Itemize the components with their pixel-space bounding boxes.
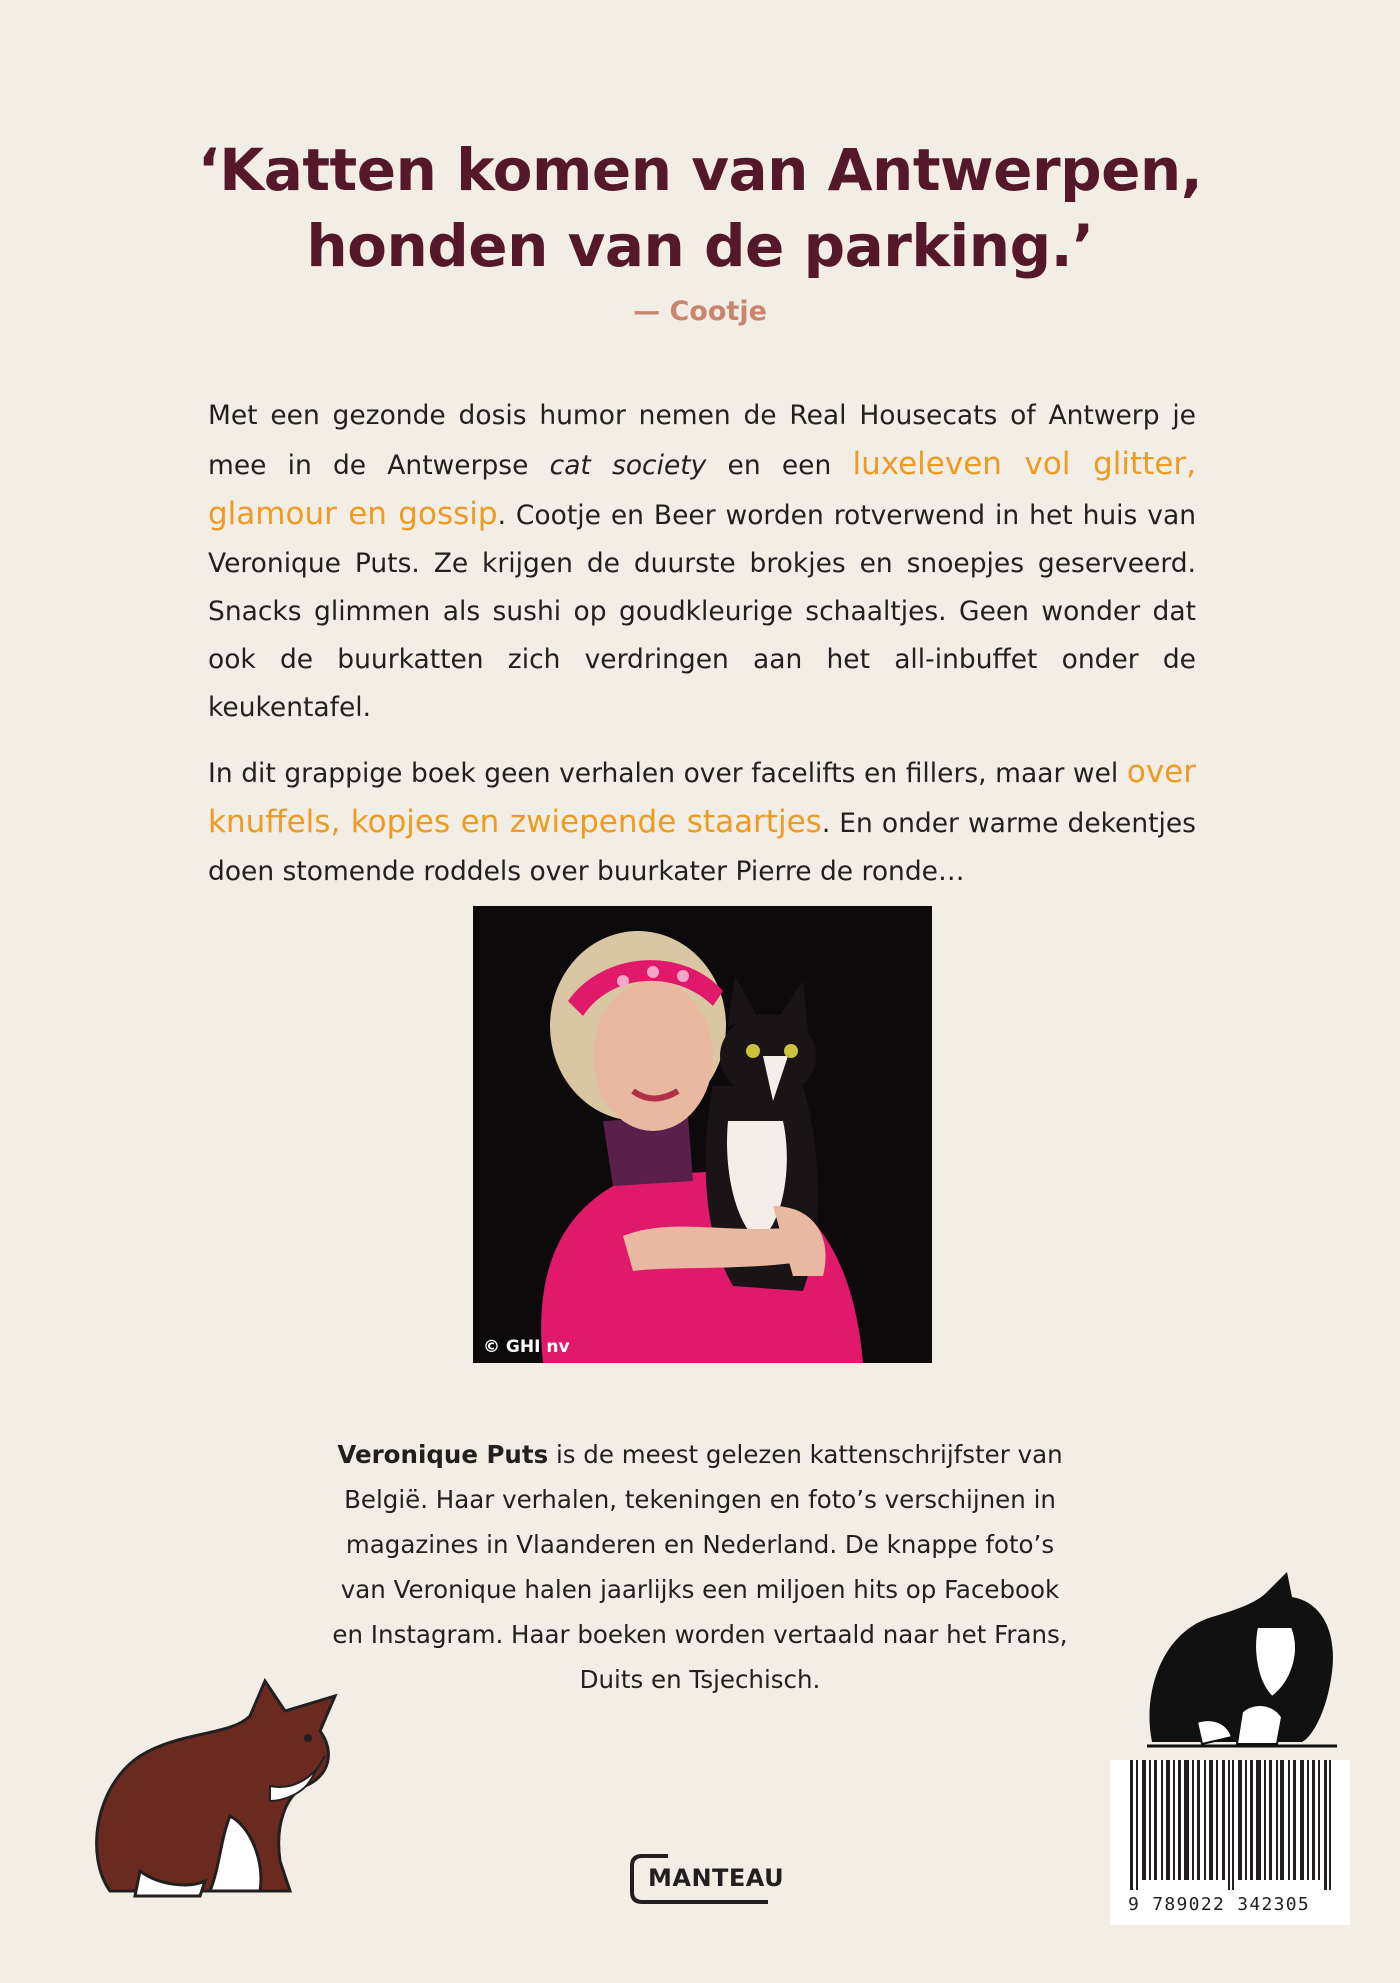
- blurb-paragraph-1: [208, 392, 1196, 732]
- blurb-text: . En onder warme dekentjes doen stomende roddels over buurkater Pierre de ronde…: [208, 808, 1196, 887]
- author-bio: [330, 1432, 1070, 1702]
- blurb-text: en een: [706, 450, 853, 481]
- blurb-paragraph-2: [208, 748, 1196, 896]
- isbn-number: 9 789022 342305: [1128, 1894, 1333, 1915]
- blurb-italic: cat society: [549, 450, 707, 481]
- author-with-cat-illustration: [473, 906, 932, 1363]
- publisher-name: MANTEAU: [648, 1864, 785, 1892]
- isbn-barcode: [1110, 1760, 1350, 1925]
- barcode-bars: [1128, 1760, 1333, 1890]
- book-blurb: [208, 392, 1196, 912]
- publisher-logo: [628, 1852, 785, 1906]
- quote-attribution: — Cootje: [633, 296, 767, 327]
- bio-text: is de meest gelezen kattenschrijfster van België. Haar verhalen, tekeningen en foto’s verschijnen in magazines in Vlaanderen en Nederland. De knappe foto’s van Veronique halen jaarlijks een miljoen hits op Facebook en Instagram. Haar boeken worden vertaald naar het Frans, Duits en Tsjechisch.: [332, 1440, 1068, 1694]
- black-white-cat-illustration: [1142, 1572, 1342, 1752]
- brown-cat-illustration: [80, 1676, 350, 1906]
- quote-line-2: honden van de parking.’: [306, 212, 1094, 280]
- blurb-text: . Cootje en Beer worden rotverwend in het huis van Veronique Puts. Ze krijgen de duurste brokjes en snoepjes geserveerd. Snacks glimmen als sushi op goudkleurige schaaltjes. Geen wonder dat ook de buurkatten zich verdringen aan het all-inbuffet onder de keukentafel.: [208, 500, 1196, 723]
- blurb-highlight: over knuffels, kopjes en zwiepende staartjes: [208, 754, 1196, 840]
- blurb-highlight: luxeleven vol glitter, glamour en gossip: [208, 446, 1196, 532]
- blurb-text: In dit grappige boek geen verhalen over facelifts en fillers, maar wel: [208, 758, 1127, 789]
- blurb-text: Met een gezonde dosis humor nemen de Real Housecats of Antwerp je mee in de Antwerpse: [208, 400, 1196, 481]
- photo-credit: © GHI nv: [483, 1337, 570, 1357]
- author-photo: [473, 906, 932, 1363]
- back-cover-quote: [150, 132, 1250, 284]
- quote-line-1: ‘Katten komen van Antwerpen,: [197, 136, 1203, 204]
- author-name: Veronique Puts: [337, 1440, 549, 1469]
